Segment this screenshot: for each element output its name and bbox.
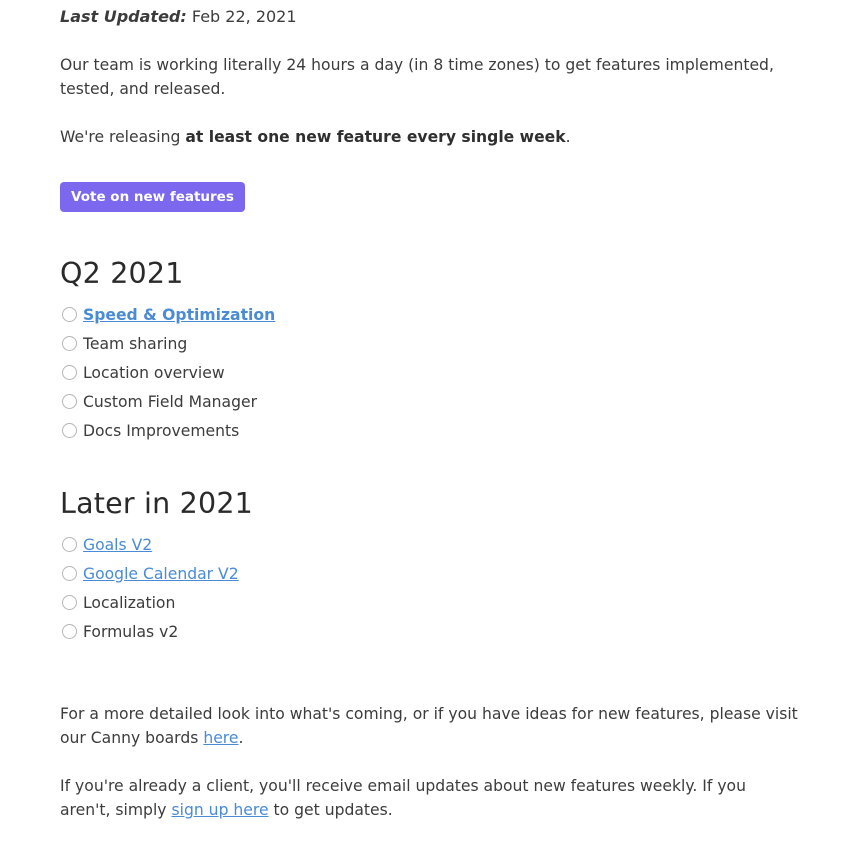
last-updated-date: Feb 22, 2021 [191,7,297,26]
circle-checkbox-icon[interactable] [62,394,77,409]
list-item [60,530,239,559]
list-item [60,329,275,358]
feature-label: Location overview [83,363,225,382]
release-cadence-paragraph [60,125,800,149]
canny-text-end: . [238,729,244,747]
email-updates-text: If you're already a client, you'll receive email updates about new features weekly. If you aren't, simply [60,777,746,819]
later-feature-list [60,530,239,646]
canny-boards-paragraph [60,702,800,750]
email-updates-paragraph [60,774,800,822]
list-item [60,300,275,329]
circle-checkbox-icon[interactable] [62,566,77,581]
feature-label: Docs Improvements [83,421,240,440]
intro-paragraph: Our team is working literally 24 hours a day (in 8 time zones) to get features implemented, tested, and released. [60,56,774,98]
circle-checkbox-icon[interactable] [62,537,77,552]
q2-feature-list [60,300,275,445]
canny-text: For a more detailed look into what's coming, or if you have ideas for new features, please visit our Canny boards [60,705,798,747]
release-cadence-bold: at least one new feature every single week [185,128,566,146]
circle-checkbox-icon[interactable] [62,365,77,380]
circle-checkbox-icon[interactable] [62,595,77,610]
release-cadence-end: . [565,128,571,146]
speed-optimization-link[interactable]: Speed & Optimization [83,305,276,324]
vote-on-features-button[interactable]: Vote on new features [60,182,245,212]
circle-checkbox-icon[interactable] [62,624,77,639]
sign-up-here-link[interactable]: sign up here [171,801,269,819]
list-item [60,559,239,588]
last-updated [60,7,297,27]
last-updated-label: Last Updated: [60,7,187,26]
feature-label: Formulas v2 [83,622,179,641]
list-item [60,588,239,617]
goals-v2-link[interactable]: Goals V2 [83,535,153,554]
circle-checkbox-icon[interactable] [62,307,77,322]
google-calendar-v2-link[interactable]: Google Calendar V2 [83,564,239,583]
circle-checkbox-icon[interactable] [62,336,77,351]
release-cadence-text: We're releasing [60,128,186,146]
section-heading-q2: Q2 2021 [60,257,184,290]
feature-label: Localization [83,593,176,612]
list-item [60,416,275,445]
feature-label: Custom Field Manager [83,392,257,411]
circle-checkbox-icon[interactable] [62,423,77,438]
list-item [60,617,239,646]
canny-here-link[interactable]: here [203,729,239,747]
email-updates-end: to get updates. [268,801,393,819]
list-item [60,387,275,416]
section-heading-later-2021: Later in 2021 [60,487,253,520]
feature-label: Team sharing [83,334,188,353]
list-item [60,358,275,387]
